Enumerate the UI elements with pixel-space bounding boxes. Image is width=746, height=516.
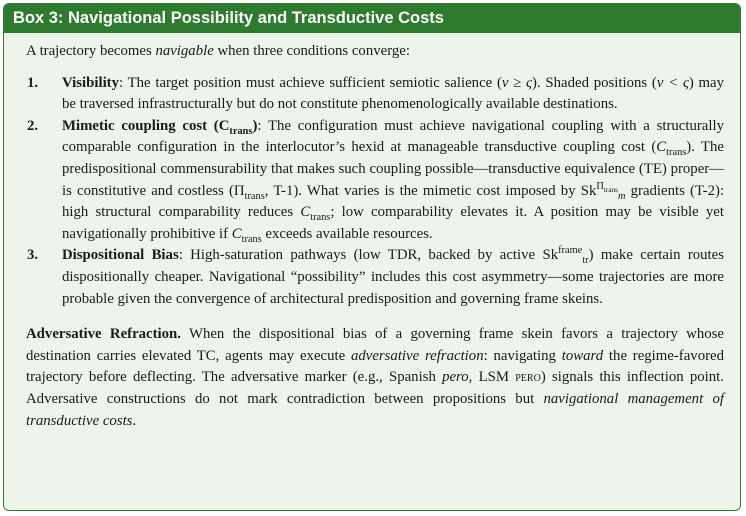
math-subscript: m: [617, 190, 626, 202]
paragraph-text: .: [132, 412, 137, 429]
item-number: 1.: [27, 74, 39, 91]
paragraph-text: When the dispositional bias of a governing frame skein favors a trajectory whose destination carries elevated TC, agents may execute: [26, 326, 724, 364]
math-symbol: Sk: [542, 247, 559, 264]
math-symbol: C: [300, 204, 311, 221]
term-close: ): [252, 117, 258, 134]
adversative-paragraph: [26, 324, 724, 432]
math-symbol: C: [656, 139, 667, 156]
math-superscript: frame: [558, 245, 583, 257]
math-expression: ν ≥ ς: [501, 74, 533, 91]
paragraph-emphasis: pero: [442, 369, 469, 386]
item-term: Dispositional Bias: [62, 247, 179, 264]
term-text: Mimetic coupling cost (C: [62, 117, 230, 134]
conditions-list: [26, 73, 724, 311]
math-subscript: tr: [582, 255, 589, 267]
item-text: ; low comparability elevates it. A position may be visible yet navigationally prohibitive if: [62, 204, 724, 242]
item-text: exceeds available resources.: [261, 225, 433, 242]
item-text: gradients (T-2): high structural comparability reduces: [62, 182, 725, 221]
math-scripts: [596, 181, 625, 203]
paragraph-emphasis: toward: [561, 347, 604, 364]
item-text: ) make certain routes dispositionally cheaper. Navigational “possibility” includes this cost asymmetry—some trajectories are more probable given the convergence of architectural predisposition and governing frame skeins.: [62, 247, 724, 307]
paragraph-text: ) signals this inflection point. Adversative constructions do not mark contradiction between propositions but: [26, 369, 724, 407]
math-subscript: trans: [310, 212, 331, 224]
item-text: ). Shaded positions (: [532, 74, 657, 91]
item-number: 2.: [27, 117, 39, 134]
intro-text-end: when three conditions converge:: [213, 43, 410, 59]
math-expression: ν < ς: [656, 74, 689, 91]
item-text: ). The predispositional commensurability that makes such coupling possible—transductive equivalence (TE) proper—is constitutive and costless (: [62, 139, 724, 199]
item-text: , T-1). What varies is the mimetic cost imposed by: [264, 182, 581, 199]
intro-paragraph: [26, 41, 724, 63]
superscript-symbol: Π: [596, 180, 604, 192]
item-term: Visibility: [62, 74, 120, 91]
item-text: : The configuration must achieve navigational coupling with a structurally comparable configuration in the interlocutor’s hexid at manageable transductive coupling cost (: [62, 117, 724, 156]
list-item: [26, 116, 724, 246]
item-text: : The target position must achieve sufficient semiotic salience (: [119, 74, 502, 91]
math-superscript: [596, 181, 618, 192]
box-title: Box 3: Navigational Possibility and Transductive Costs: [4, 4, 740, 33]
list-item: [26, 245, 724, 310]
paragraph-text: : navigating: [483, 347, 562, 364]
item-text: : High-saturation pathways (low TDR, backed by active: [178, 247, 543, 264]
intro-text: A trajectory becomes: [26, 43, 156, 59]
paragraph-emphasis: adversative refraction: [350, 347, 484, 364]
superscript-subscript: trans: [603, 185, 618, 194]
list-item: [26, 73, 724, 116]
math-subscript: trans: [244, 190, 265, 202]
paragraph-lead: Adversative Refraction.: [26, 326, 181, 343]
paragraph-emphasis: navigational management of transductive costs: [26, 390, 724, 429]
item-text: ) may be traversed infrastructurally but do not constitute phenomenologically available destinations.: [62, 74, 724, 113]
small-caps-term: pero: [515, 369, 541, 386]
item-number: 3.: [27, 247, 39, 264]
math-subscript: trans: [666, 147, 687, 159]
paragraph-text: , LSM: [468, 369, 516, 386]
box-body: [4, 33, 740, 432]
math-symbol: C: [231, 225, 242, 242]
math-subscript: trans: [241, 233, 262, 245]
math-scripts: [558, 245, 588, 267]
math-symbol: Sk: [580, 182, 597, 199]
info-box: [3, 3, 741, 511]
term-subscript: trans: [229, 125, 253, 137]
paragraph-text: the regime-favored trajectory before deflecting. The adversative marker (e.g., Spanish: [26, 347, 724, 386]
item-term: [62, 117, 258, 137]
math-symbol: Π: [233, 182, 245, 199]
intro-emphasis: navigable: [155, 43, 214, 59]
